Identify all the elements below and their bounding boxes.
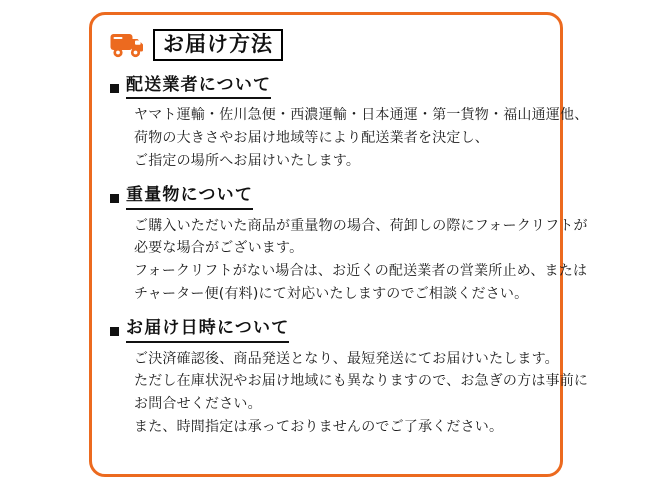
section-delivery-datetime [110, 318, 589, 438]
section-header [110, 75, 546, 99]
section-body [134, 215, 588, 306]
body-line: ご指定の場所へお届けいたします。 [134, 152, 361, 169]
body-line: ご購入いただいた商品が重量物の場合、荷卸しの際にフォークリフトが [134, 217, 588, 234]
delivery-truck-icon [110, 32, 144, 59]
section-title: お届け日時について [126, 318, 289, 342]
delivery-info-card [89, 12, 589, 477]
card-content [110, 29, 589, 438]
section-body [134, 104, 589, 172]
section-header [110, 318, 546, 342]
section-shipping-carriers [110, 75, 589, 172]
body-line: ただし在庫状況やお届け地域にも異なりますので、お急ぎの方は事前に [134, 373, 589, 390]
body-line: お問合せください。 [134, 395, 262, 412]
body-line: 荷物の大きさやお届け地域等により配送業者を決定し、 [134, 130, 489, 147]
section-title: 配送業者について [126, 75, 271, 99]
body-line: フォークリフトがない場合は、お近くの配送業者の営業所止め、または [134, 262, 588, 279]
body-line: ヤマト運輸・佐川急便・西濃運輸・日本通運・第一貨物・福山通運他、 [134, 107, 589, 124]
body-line: チャーター便(有料)にて対応いたしますのでご相談ください。 [134, 285, 529, 302]
card-header [110, 29, 546, 61]
body-line: 必要な場合がございます。 [134, 240, 304, 257]
section-heavy-items [110, 185, 588, 305]
body-line: ご決済確認後、商品発送となり、最短発送にてお届けいたします。 [134, 350, 559, 367]
square-bullet-icon [110, 84, 119, 93]
section-title: 重量物について [126, 185, 253, 209]
section-body [134, 348, 589, 439]
square-bullet-icon [110, 194, 119, 203]
square-bullet-icon [110, 327, 119, 336]
section-header [110, 185, 546, 209]
body-line: また、時間指定は承っておりませんのでご了承ください。 [134, 418, 504, 435]
page-title-box [153, 29, 283, 61]
page-title: お届け方法 [163, 32, 273, 56]
